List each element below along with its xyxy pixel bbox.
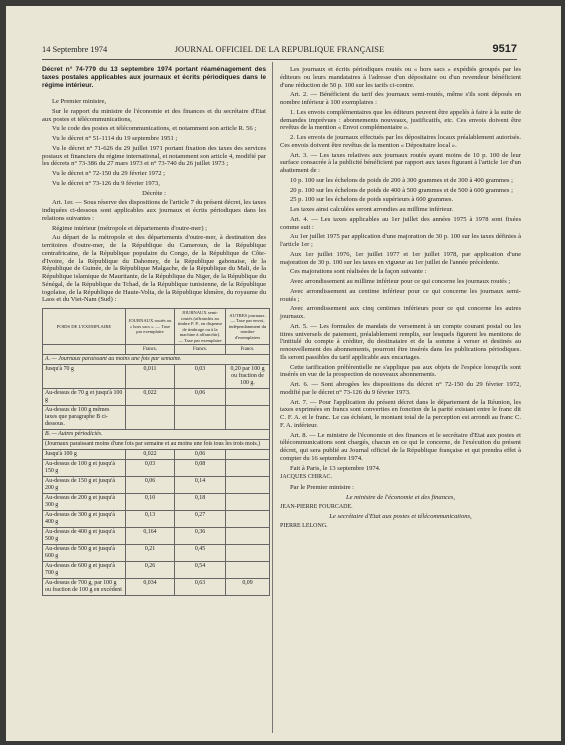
other-cell (226, 511, 270, 528)
other-cell (226, 562, 270, 579)
paragraph: Avec arrondissement au centime inférieur pour ce qui concerne les journaux semi-routés ; (280, 287, 521, 303)
weight-cell: Au-dessus de 100 g et jusqu'à 150 g (43, 460, 126, 477)
section-row (43, 430, 270, 440)
decrete-heading: Décrète : (142, 189, 166, 197)
signature-fourcade: JEAN-PIERRE FOURCADE. (280, 503, 353, 510)
other-cell: 0,09 (226, 579, 270, 596)
minister-title: Le ministre de l'économie et des finances, (346, 493, 455, 501)
section-label: B. — Autres périodiciés. (43, 430, 270, 440)
table-header-row (43, 309, 270, 345)
routed-cell: 0,03 (126, 460, 175, 477)
paragraph: Art. 3. — Les taxes relatives aux journaux routés ayant moins de 10 p. 100 de leur surface consacrée à la publicité bénéficient par rapport aux taxes figurant à l'article 1er d'un abattement de : (280, 151, 521, 174)
semi-routed-cell (175, 406, 226, 430)
routed-cell: 0,21 (126, 545, 175, 562)
journal-page (6, 6, 561, 741)
header-journal: JOURNAL OFFICIEL DE LA REPUBLIQUE FRANÇAISE (174, 45, 385, 54)
weight-cell: Au-dessus de 70 g et jusqu'à 100 g (43, 389, 126, 406)
column-header: POIDS DE L'EXEMPLAIRE (43, 309, 126, 345)
weight-cell: Au-dessus de 150 g et jusqu'à 200 g (43, 477, 126, 494)
signing-place-date: Fait à Paris, le 13 septembre 1974. (290, 464, 381, 472)
semi-routed-cell: 0,06 (175, 389, 226, 406)
section-row (43, 355, 270, 365)
weight-cell: Au-dessus de 400 g et jusqu'à 500 g (43, 528, 126, 545)
other-cell (226, 460, 270, 477)
routed-cell: 0,022 (126, 450, 175, 460)
table-row (43, 562, 270, 579)
other-cell (226, 389, 270, 406)
weight-cell: Au-dessus de 500 g et jusqu'à 600 g (43, 545, 126, 562)
paragraph: Avec arrondissement aux cinq centimes inférieurs pour ce qui concerne les autres journaux. (280, 305, 521, 320)
paragraph: 20 p. 100 sur les échelons de poids de 400 à 500 grammes et de 500 à 600 grammes ; (290, 186, 513, 194)
decree-title: Décret n° 74-779 du 13 septembre 1974 portant réaménagement des taxes postales applicables aux journaux et écrits périodiques dans le régime intérieur. (42, 66, 266, 89)
other-cell: 0,20 par 100 g ou fraction de 100 g. (226, 365, 270, 389)
countersign-intro: Par le Premier ministre : (290, 484, 354, 491)
semi-routed-cell: 0,27 (175, 511, 226, 528)
paragraph: Art. 2. — Bénéficient du tarif des journaux semi-routés, même s'ils sont déposés en nombre inférieur à 100 exemplaires : (280, 91, 521, 106)
paragraph: Ces majorations sont réalisées de la façon suivante : (290, 268, 427, 276)
paragraph: Avec arrondissement au millime inférieur pour ce qui concerne les journaux routés ; (290, 278, 511, 285)
secretary-title: Le secrétaire d'Etat aux postes et télécommunications, (329, 513, 472, 521)
routed-cell: 0,164 (126, 528, 175, 545)
fee-table (42, 308, 270, 596)
table-row (43, 511, 270, 528)
semi-routed-cell: 0,06 (175, 450, 226, 460)
paragraph: Vu le décret n° 71-626 du 29 juillet 1971 portant fixation des taxes des services postaux et financiers du régime international, et notamment son article 4, modifié par les décrets n° 73-386 du 27 mars 1973 et n° 73-740 du 26 juillet 1973 ; (42, 144, 266, 168)
other-cell (226, 545, 270, 562)
other-cell (226, 494, 270, 511)
semi-routed-cell: 0,63 (175, 579, 226, 596)
table-row (43, 528, 270, 545)
paragraph: Au 1er juillet 1975 par application d'une majoration de 30 p. 100 sur les taxes définies à l'article 1er ; (280, 233, 521, 248)
paragraph: Les journaux et écrits périodiques routés ou « hors sacs » expédiés groupés par les éditeurs ou leurs mandataires à l'adresse d'un dépositaire ou d'un revendeur bénéficient d'une réduction de 50 p. 100 sur les tarifs ci-contre. (280, 66, 521, 89)
weight-cell: Au-dessus de 700 g, par 100 g ou fraction de 100 g en excédent (43, 579, 126, 596)
table-row (43, 579, 270, 596)
routed-cell: 0,011 (126, 365, 175, 389)
paragraph: Sur le rapport du ministre de l'économie et des finances et du secrétaire d'Etat aux postes et télécommunications, (42, 107, 266, 123)
table-row (43, 460, 270, 477)
semi-routed-cell: 0,03 (175, 365, 226, 389)
paragraph: 10 p. 100 sur les échelons de poids de 200 à 300 grammes et de 300 à 400 grammes ; (290, 176, 513, 184)
routed-cell (126, 406, 175, 430)
weight-cell: Au-dessus de 200 g et jusqu'à 300 g (43, 494, 126, 511)
unit-label: Francs. (126, 345, 175, 355)
section-note: (Journaux paraissant moins d'une fois par semaine et au moins une fois tous les trois mois.) (43, 440, 270, 450)
signature-chirac: JACQUES CHIRAC. (280, 474, 333, 481)
unit-row (43, 345, 270, 355)
section-label: A. — Journaux paraissant au moins une fois par semaine. (43, 355, 270, 365)
table-row (43, 365, 270, 389)
weight-cell: Jusqu'à 100 g (43, 450, 126, 460)
paragraph: Art. 7. — Pour l'application du présent décret dans le département de la Réunion, les taxes exprimées en francs sont converties en fonction de la parité existant entre le franc dit C. F. A. et le franc. Le cas échéant, le montant total de la perception est arrondi au franc C. F. A. inférieur. (280, 398, 521, 429)
paragraph: 1. Les envois complémentaires que les éditeurs peuvent être appelés à faire à la suite de demandes imprévues : abonnements nouveaux, justificatifs, etc. Ces envois doivent être revêtus de la mention « Envoi complémentaire ». (280, 108, 521, 132)
routed-cell: 0,26 (126, 562, 175, 579)
routed-cell: 0,10 (126, 494, 175, 511)
paragraph: Au départ de la métropole et des départements d'outre-mer, à destination des territoires d'outre-mer, de la République du Cameroun, de la République centrafricaine, de la République populaire du Congo, de la République de Côte-d'Ivoire, de la République du Dahomey, de la République gabonaise, de la République de Guinée, de la République Malgache, de la République du Mali, de la République islamique de Mauritanie, de la République du Niger, de la République du Sénégal, de la République du Tchad, de la République tunisienne, de la République togolaise, de la République de Haute-Volta, de la République khmère, du royaume du Laos et du Viet-Nam (Sud) : (42, 234, 266, 304)
paragraph: Art. 8. — Le ministre de l'économie et des finances et le secrétaire d'Etat aux postes et télécommunications sont chargés, chacun en ce qui le concerne, de l'exécution du présent décret, qui sera publié au Journal officiel de la République française et qui prendra effet à compter du 16 septembre 1974. (280, 431, 521, 462)
routed-cell: 0,13 (126, 511, 175, 528)
column-header: JOURNAUX routés ou « hors sacs ». — Taxe par exemplaire (126, 309, 175, 345)
weight-cell: Au-dessus de 100 g mêmes taxes que paragraphe B ci-dessous. (43, 406, 126, 430)
paragraph: Art. 4. — Les taxes applicables au 1er juillet des années 1975 à 1978 sont fixées comme suit : (280, 215, 521, 231)
paragraph: Cette tarification préférentielle ne s'applique pas aux objets de l'espèce lorsqu'ils sont insérés en vue de la prospection de nouveaux abonnements. (280, 363, 521, 379)
left-column (42, 66, 266, 599)
column-header: JOURNAUX semi-routés (affranchis au timbre P. P., en dispense de timbrage ou à la machine à affranchir). — Taxe par exemplaire (175, 309, 226, 345)
paragraph: Art. 1er. — Sous réserve des dispositions de l'article 7 du présent décret, les taxes indiquées ci-dessous sont applicables aux journaux et écrits périodiques dans les relations suivantes : (42, 199, 266, 222)
right-column (280, 66, 521, 533)
paragraph: Le Premier ministre, (52, 98, 106, 105)
other-cell (226, 528, 270, 545)
paragraph: Les taxes ainsi calculées seront arrondies au millime inférieur. (290, 206, 454, 213)
paragraph: Art. 5. — Les formules de mandats de versement à un compte courant postal ou les titres universels de paiement, préalablement remplis, sur lesquels figurent les mentions de l'intitulé du compte à créditer, du destinataire et de la somme à verser et destinés au renouvellement des abonnements, pourront être insérés dans les publications périodiques. Ils seront passibles du tarif applicable aux encartages. (280, 322, 521, 361)
table-row (43, 389, 270, 406)
unit-label: Francs. (226, 345, 270, 355)
column-divider (272, 62, 273, 733)
semi-routed-cell: 0,45 (175, 545, 226, 562)
table-row (43, 406, 270, 430)
paragraph: 25 p. 100 sur les échelons de poids supérieurs à 600 grammes. (290, 196, 454, 204)
other-cell (226, 406, 270, 430)
page-header (42, 45, 517, 57)
semi-routed-cell: 0,14 (175, 477, 226, 494)
table-row (43, 450, 270, 460)
paragraph: 2. Les envois de journaux effectués par les dépositaires locaux préalablement autorisés. Ces envois doivent être revêtus de la mention « Dépositaire local ». (280, 134, 521, 149)
routed-cell: 0,022 (126, 389, 175, 406)
paragraph: Régime intérieur (métropole et départements d'outre-mer) ; (52, 224, 207, 232)
paragraph: Vu le décret n° 72-150 du 29 février 1972 ; (52, 170, 165, 177)
header-date: 14 Septembre 1974 (42, 45, 108, 54)
semi-routed-cell: 0,08 (175, 460, 226, 477)
paragraph: Vu le code des postes et télécommunications, et notamment son article R. 56 ; (52, 125, 257, 133)
header-page-number: 9517 (492, 43, 517, 55)
weight-cell: Jusqu'à 70 g (43, 365, 126, 389)
table-row (43, 494, 270, 511)
table-row (43, 545, 270, 562)
semi-routed-cell: 0,18 (175, 494, 226, 511)
semi-routed-cell: 0,36 (175, 528, 226, 545)
table-row (43, 477, 270, 494)
paragraph: Vu le décret n° 73-126 du 9 février 1973, (52, 179, 160, 187)
routed-cell: 0,06 (126, 477, 175, 494)
paragraph: Art. 6. — Sont abrogées les dispositions du décret n° 72-150 du 29 février 1972, modifié par le décret n° 73-126 du 9 février 1973. (280, 381, 521, 396)
other-cell (226, 477, 270, 494)
routed-cell: 0,034 (126, 579, 175, 596)
weight-cell: Au-dessus de 300 g et jusqu'à 400 g (43, 511, 126, 528)
section-row (43, 440, 270, 450)
signature-lelong: PIERRE LELONG. (280, 523, 328, 529)
header-rule (42, 59, 517, 60)
other-cell (226, 450, 270, 460)
unit-label: Francs. (175, 345, 226, 355)
weight-cell: Au-dessus de 600 g et jusqu'à 700 g (43, 562, 126, 579)
semi-routed-cell: 0,54 (175, 562, 226, 579)
paragraph: Vu le décret n° 51-1114 du 19 septembre 1951 ; (52, 135, 178, 142)
column-header: AUTRES journaux. — Taxe par envoi, indépendamment du nombre d'exemplaires (226, 309, 270, 345)
paragraph: Aux 1er juillet 1976, 1er juillet 1977 et 1er juillet 1978, par application d'une majoration de 30 p. 100 sur les taxes en vigueur au 1er juillet de l'année précédente. (280, 250, 521, 266)
